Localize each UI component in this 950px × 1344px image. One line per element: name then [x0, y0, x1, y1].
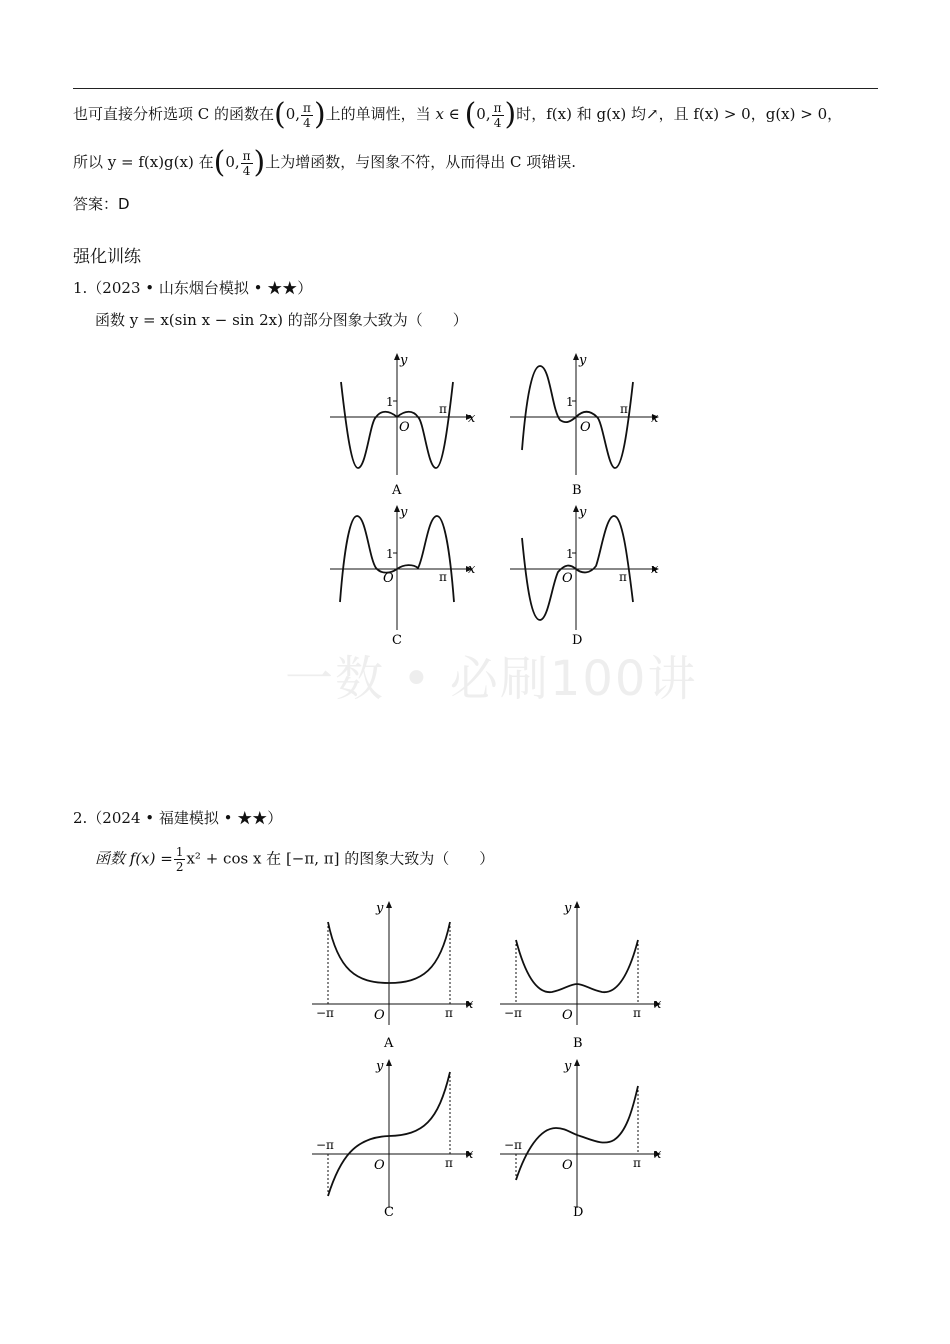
option-label-d: D: [573, 1205, 584, 1220]
solution-text: f(x) 和 g(x) 均↗，且 f(x) > 0，g(x) > 0，: [546, 105, 843, 123]
solution-text: 上为增函数，与图象不符，从而得出 C 项错误.: [265, 153, 577, 171]
pi-label: π: [620, 402, 628, 416]
y-axis-label: y: [400, 505, 408, 520]
origin-label: O: [399, 420, 410, 435]
stem-text: 函数 f(x) =: [95, 849, 173, 868]
fraction-pi-4: $\frac{\pi}{4}$: [493, 100, 502, 130]
q1-graph-b: [510, 353, 659, 498]
origin-label: O: [562, 571, 573, 586]
solution-text: 时，: [516, 105, 547, 123]
y-axis-label: y: [376, 1059, 384, 1074]
x-axis-label: x: [468, 411, 476, 426]
x-axis-label: x: [468, 562, 476, 577]
tick-label-1: 1: [386, 395, 394, 409]
origin-label: O: [562, 1008, 573, 1023]
solution-text: 所以 y = f(x)g(x) 在: [73, 153, 214, 171]
q1-stem: 函数 y = x(sin x − sin 2x) 的部分图象大致为（ ）: [95, 311, 468, 329]
curve: [522, 516, 633, 620]
option-label-a: A: [392, 483, 402, 498]
y-axis-label: y: [579, 505, 587, 520]
x-axis-label: x: [651, 562, 659, 577]
x-axis-label: x: [654, 997, 662, 1012]
top-rule: [73, 88, 878, 89]
q1-header: 1.（2023 • 山东烟台模拟 • ★★）: [73, 279, 313, 297]
x-axis-label: x: [466, 997, 474, 1012]
y-axis-label: y: [400, 353, 408, 368]
option-label-b: B: [572, 483, 582, 498]
neg-pi-label: −π: [504, 1138, 522, 1152]
pi-label: π: [439, 570, 447, 584]
q1-figures: [0, 340, 950, 660]
q1-graph-d: [510, 505, 659, 648]
neg-pi-label: −π: [316, 1138, 334, 1152]
watermark: 一数 • 必刷100讲: [285, 651, 698, 707]
origin-label: O: [580, 420, 591, 435]
interval-start: 0,: [285, 105, 301, 123]
tick-label-1: 1: [386, 547, 394, 561]
origin-label: O: [383, 571, 394, 586]
y-axis-label: y: [579, 353, 587, 368]
q2-figures: [0, 890, 950, 1230]
solution-line-2: 所以 y = f(x)g(x) 在(0, $\frac{\pi}{4}$ )上为增函数，与图象不符，从而得出 C 项错误.: [73, 145, 577, 180]
fraction-pi-4: $\frac{\pi}{4}$: [303, 100, 311, 130]
pi-label: π: [633, 1006, 641, 1020]
origin-label: O: [374, 1008, 385, 1023]
y-axis-label: y: [564, 1059, 572, 1074]
q2-header: 2.（2024 • 福建模拟 • ★★）: [73, 809, 283, 827]
tick-label-1: 1: [566, 395, 574, 409]
option-label-b: B: [573, 1036, 583, 1051]
pi-label: π: [445, 1006, 453, 1020]
origin-label: O: [562, 1158, 573, 1173]
q2-graph-c: [312, 1059, 474, 1220]
pi-label: π: [439, 402, 447, 416]
pi-label: π: [445, 1156, 453, 1170]
q2-graph-a: [312, 901, 474, 1051]
option-label-d: D: [572, 633, 583, 648]
x-axis-label: x: [651, 411, 659, 426]
solution-text: 也可直接分析选项 C 的函数在: [73, 105, 275, 123]
neg-pi-label: −π: [316, 1006, 334, 1020]
pi-label: π: [619, 570, 627, 584]
q2-stem: [95, 845, 494, 874]
stem-text: x² + cos x 在 [−π, π] 的图象大致为（ ）: [186, 849, 495, 868]
neg-pi-label: −π: [504, 1006, 522, 1020]
solution-line-1: 也可直接分析选项 C 的函数在(0, $\frac{\pi}{4}$ )上的单调性，当 x ∈ (0, $\frac{\pi}{4}$ )时，f(x) 和 g(x) 均↗，且 f(x) > 0，g(x) > 0，: [73, 97, 843, 132]
interval-start: 0,: [476, 105, 491, 123]
math-membership: x ∈: [435, 105, 460, 123]
interval-start: 0,: [225, 153, 240, 171]
q1-graph-c: [330, 505, 476, 648]
origin-label: O: [374, 1158, 385, 1173]
q2-graph-d: [500, 1059, 662, 1220]
q2-graph-b: [500, 901, 662, 1051]
answer: 答案：D: [73, 195, 130, 213]
fraction-pi-4: $\frac{\pi}{4}$: [242, 148, 251, 178]
y-axis-label: y: [376, 901, 384, 916]
x-axis-label: x: [654, 1147, 662, 1162]
tick-label-1: 1: [566, 547, 574, 561]
fraction-one-half: $\frac{1}{2}$: [175, 845, 184, 874]
x-axis-label: x: [466, 1147, 474, 1162]
option-label-a: A: [384, 1036, 394, 1051]
option-label-c: C: [384, 1205, 394, 1220]
section-title: 强化训练: [73, 247, 141, 267]
y-axis-label: y: [564, 901, 572, 916]
pi-label: π: [633, 1156, 641, 1170]
option-label-c: C: [392, 633, 402, 648]
q1-graph-a: [330, 353, 476, 498]
solution-text: 上的单调性，当: [325, 105, 431, 123]
